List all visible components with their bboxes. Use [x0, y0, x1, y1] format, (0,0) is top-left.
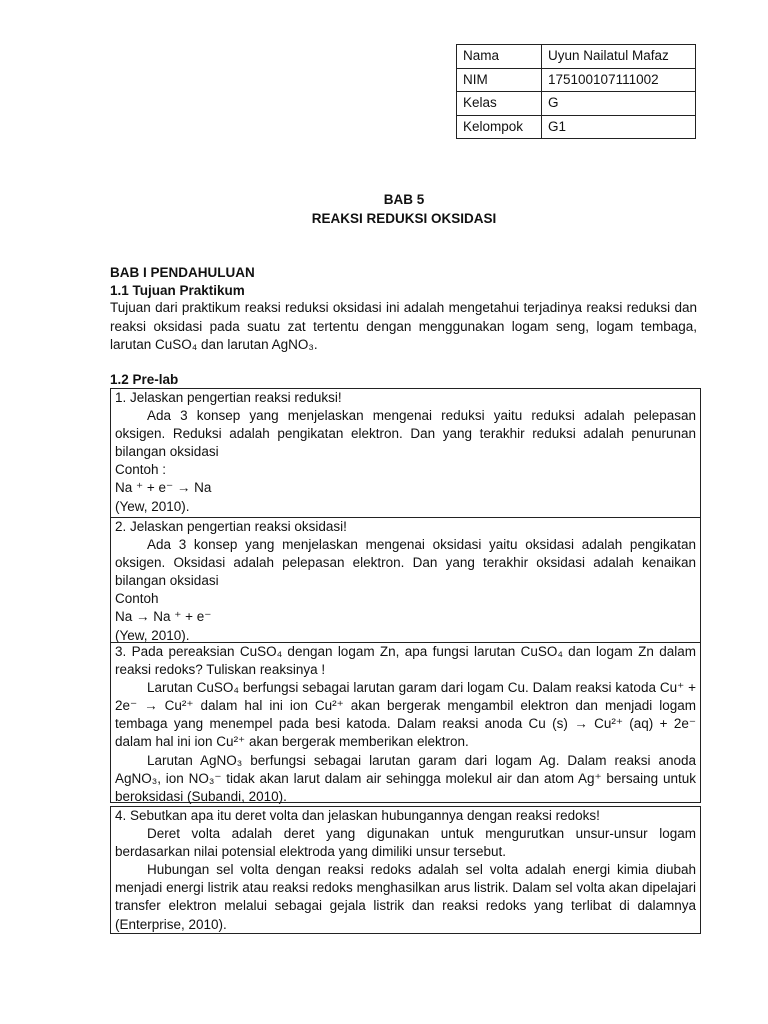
section-heading: BAB I PENDAHULUAN — [110, 265, 255, 280]
student-info-table — [456, 44, 696, 139]
example-label: Contoh : — [115, 462, 167, 478]
info-label: Kelas — [457, 92, 542, 116]
info-row — [457, 68, 696, 92]
prelab-question-box-4 — [110, 806, 701, 934]
info-value: Uyun Nailatul Mafaz — [542, 45, 696, 69]
reaction-equation: Na → Na ⁺ + e⁻ — [115, 609, 212, 625]
info-label: Kelompok — [457, 115, 542, 139]
question-text: 1. Jelaskan pengertian reaksi reduksi! — [115, 390, 342, 405]
subsection-heading-prelab: 1.2 Pre-lab — [110, 372, 179, 387]
citation: (Yew, 2010). — [115, 627, 190, 643]
citation: (Yew, 2010). — [115, 498, 190, 514]
tujuan-paragraph: Tujuan dari praktikum reaksi reduksi oksidasi ini adalah mengetahui terjadinya reaksi reduksi dan reaksi oksidasi pada suatu zat tertentu dengan menggunakan logam seng, logam tembaga, larutan CuSO₄ dan larutan AgNO₃. — [110, 300, 697, 353]
question-text: 3. Pada pereaksian CuSO₄ dengan logam Zn, apa fungsi larutan CuSO₄ dan logam Zn dalam reaksi redoks? Tuliskan reaksinya ! — [115, 644, 696, 678]
info-label: Nama — [457, 45, 542, 69]
answer-text: Larutan AgNO₃ berfungsi sebagai larutan garam dari logam Ag. Dalam reaksi anoda AgNO₃, ion NO₃⁻ tidak akan larut dalam air sehingga molekul air dan atom Ag⁺ bersaing untuk beroksidasi (Subandi, 2010). — [115, 752, 696, 804]
reaction-equation: Na ⁺ + e⁻ → Na — [115, 480, 212, 496]
answer-text: Deret volta adalah deret yang digunakan untuk mengurutkan unsur-unsur logam berdasarkan nilai potensial elektroda yang dimiliki unsur tersebut. — [115, 826, 696, 860]
subsection-heading-tujuan: 1.1 Tujuan Praktikum — [110, 283, 245, 298]
question-text: 4. Sebutkan apa itu deret volta dan jelaskan hubungannya dengan reaksi redoks! — [115, 808, 600, 823]
prelab-question-box-3 — [110, 642, 701, 803]
info-value: G — [542, 92, 696, 116]
chapter-number: BAB 5 — [383, 192, 425, 207]
question-text: 2. Jelaskan pengertian reaksi oksidasi! — [115, 519, 347, 534]
prelab-question-box-2 — [110, 517, 701, 643]
prelab-question-box-1 — [110, 388, 701, 518]
answer-text: Ada 3 konsep yang menjelaskan mengenai reduksi yaitu reduksi adalah pelepasan oksigen. Reduksi adalah pengikatan elektron. Dan yang terakhir reduksi adalah penurunan bilangan oksidasi — [115, 408, 696, 460]
answer-text: Ada 3 konsep yang menjelaskan mengenai oksidasi yaitu oksidasi adalah pengikatan oksigen. Oksidasi adalah pelepasan elektron. Dan yang terakhir oksidasi adalah kenaikan bilangan oksidasi — [115, 537, 696, 589]
info-label: NIM — [457, 68, 542, 92]
answer-text: Hubungan sel volta dengan reaksi redoks adalah sel volta adalah energi kimia diubah menjadi energi listrik atau reaksi redoks menghasilkan arus listrik. Dalam sel volta akan dipelajari transfer elektron melalui sebagai gejala listrik dan reaksi redoks yang terlibat di dalamnya (Enterprise, 2010). — [115, 862, 696, 932]
answer-text: Larutan CuSO₄ berfungsi sebagai larutan garam dari logam Cu. Dalam reaksi katoda Cu⁺ + 2e⁻ → Cu²⁺ dalam hal ini ion Cu²⁺ akan bergerak mengambil elektron dan menjadi logam tembaga yang menempel pada besi katoda. Dalam reaksi anoda Cu (s) → Cu²⁺ (aq) + 2e⁻ dalam hal ini ion Cu²⁺ akan bergerak memberikan elektron. — [115, 680, 696, 750]
chapter-title: REAKSI REDUKSI OKSIDASI — [311, 211, 497, 226]
info-row — [457, 45, 696, 69]
info-row — [457, 92, 696, 116]
info-row — [457, 115, 696, 139]
info-value: G1 — [542, 115, 696, 139]
example-label: Contoh — [115, 591, 159, 607]
info-value: 175100107111002 — [542, 68, 696, 92]
